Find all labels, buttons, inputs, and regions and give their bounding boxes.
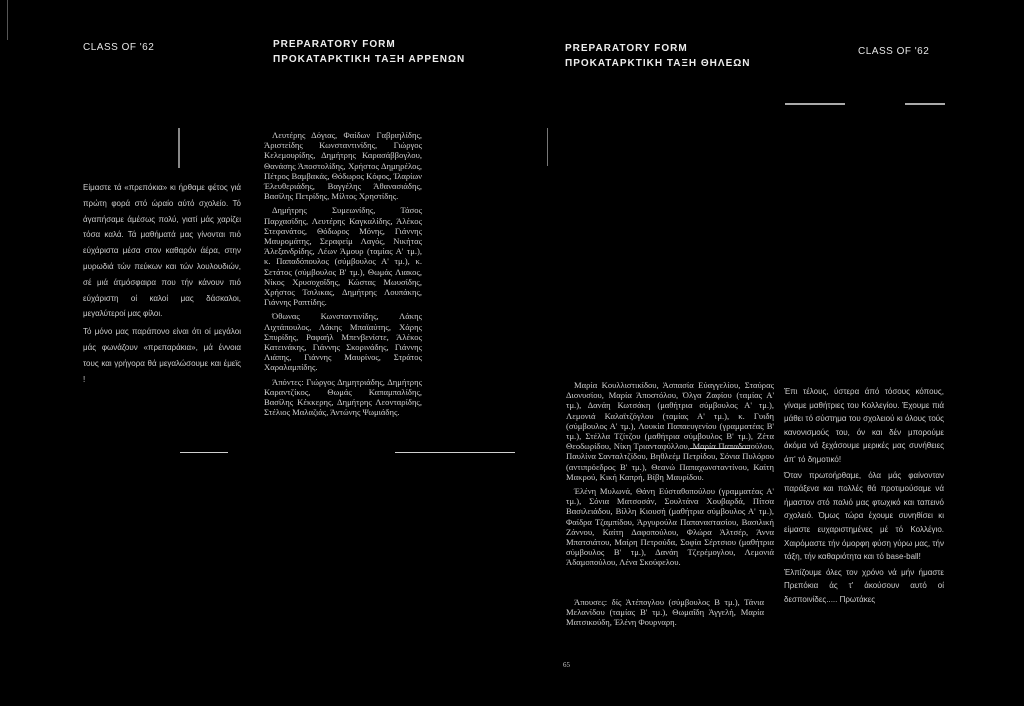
photo-edge-line [905, 103, 945, 105]
photo-edge-line [547, 128, 548, 166]
girls-list-paragraph: Μαρία Κουλλιστικίδου, Άσπασία Εύαγγελίου, Σταύρας Διονυσίου, Μαρία Άποστόλου, Όλγα Ζαφίου (ταμίας Α' τμ.), Δανάη Κωτσάκη (μαθήτρια σύμβουλος Α' τμ.), Λεμονιά Καλαϊτζόγλου (ταμίας Α' τμ.), κ. Γυιδη (σύμβουλος Α' τμ.), Λουκία Παπαευγενίου (γραμματέας Β' τμ.), Στέλλα Τζίτζου (μαθήτρια σύμβουλος Β' τμ.), Ζέτα Θεοδωρίδου, Νίκη Τριανταφύλλου, Μαρία Παπαδοπούλου, Παυλίνα Σανταλτζίδου, Βηθλεέμ Πετρίδου, Σόνια Πυλόρου (αντιπρόεδρος Β' τμ.), Θεανώ Παπαχωνσταντίνου, Καίτη Μακρού, Κική Καπρή, Βίβη Μαυρίδου. [566, 380, 774, 482]
boys-list-paragraph: Λευτέρης Δόγιας, Φαίδων Γαβριηλίδης, Άριστείδης Κωνσταντινίδης, Γιώργος Κελεμουρίδης, Δημήτρης Καρασάββογλου, Θανάσης Άποστολίδης, Χρήστος Δημηρέλος, Πέτρος Βαμβακάς, Θόδωρος Κόφος, Ίλαρίων Έλευθεριάδης, Βαγγέλης Άθανασιάδης, Βασίλης Πετρίδης, Μίλτος Χρηστίδης. [264, 130, 422, 202]
photo-edge-line [785, 103, 845, 105]
boys-intro-paragraph: Τό μόνο μας παράπονο είναι ότι οί μεγάλοι μάς φωνάζουν «πρεπαράκια», μά έννοια τους και γρήγορα θά μεγαλώσουμε και έμεϊς ! [83, 327, 241, 384]
right-class-label: CLASS OF '62 [858, 46, 930, 57]
right-title-block [565, 41, 750, 71]
girls-intro-paragraph: Έπι τέλους, ύστερα άπό τόσους κόπους, γίναμε μαθήτριες του Κολλεγίου. Έχουμε πιά μάθει τό σύστημα του σχολειού κι όλους τούς κανονισμούς του, όν και δέν μπορούμε άκόμα νά ξεχάσουμε μερικές μας συνήθειες άπ' τό δημοτικό! [784, 387, 944, 464]
page-number: 65 [563, 661, 570, 669]
divider-line [180, 452, 228, 453]
boys-intro-text [83, 180, 241, 387]
photo-edge-line [178, 128, 180, 168]
girls-intro-paragraph: Όταν πρωτοήρθαμε, όλα μάς φαίνονταν παράξενα και πολλές θά προτιμούσαμε νά ήμαστον στό παλιό μας φτωχικό και ταπεινό σχολειό. Όμως τώρα έχουμε συνηθίσει κι είμαστε ευχαριστημένες μέ τό Κολλέγιο. Χαιρόμαστε τήν όμορφη φύση γύρω μας, τήν τάξη, τήν καθαριότητα και τό base-ball! [784, 470, 944, 562]
girls-list-paragraph: Έλένη Μυλωνά, Θάνη Εύσταθοπούλου (γραμματέας Α' τμ.), Σόνια Ματσοσάν, Σουλτάνα Χουβαρδά, Πίτσα Βασιλειάδου, Βίλλη Κιουσή (μαθήτρια σύμβουλος Α' τμ.), Φαίδρα Τζαμπίδου, Άργυρούλα Παπαναστασίου, Βασιλική Ζάννου, Καίτη Δαφοπούλου, Φλώρα Άλτσέρ, Άννα Μπατσιάτου, Μαίρη Πετρούδα, Σοφία Σέρτσιου (μαθήτρια σύμβουλος Β' τμ.), Δανάη Τζερέμογλου, Λεμονιά Άδαμοπούλου, Λένα Σκούφελου. [566, 486, 774, 568]
girls-name-list [566, 380, 774, 572]
photo-edge-line [7, 0, 8, 40]
boys-absent-paragraph: Άπόντες: Γιώργος Δημητριάδης, Δημήτρης Καραντζίκος, Θωμάς Καπαμπαλίδης, Βασίλης Κέκκερης, Δημήτρης Λεονταρίδης, Στέλιος Μαλαζιάς, Άντώνης Ψωμιάδης. [264, 376, 422, 418]
girls-intro-paragraph: Έλπίζουμε όλες τον χρόνο νά μήν ήμαστε Πρεπόκια άς τ' άκούσουν αυτό οί δεσποινίδες..... Πρωτάκες [784, 567, 944, 604]
divider-line [395, 452, 515, 453]
left-title-en: PREPARATORY FORM [273, 39, 396, 50]
left-title-block [273, 37, 465, 67]
girls-absent-paragraph: Άπουσες: δίς Άτέπογλου (σύμβουλος Β τμ.), Τάνια Μελανίδου (ταμίας Β' τμ.), Θωμαΐδη Άγγελή, Μαρία Ματσικούδη, Έλένη Φουρναρη. [566, 597, 764, 628]
boys-list-paragraph: Όθωνας Κωνσταντινίδης, Λάκης Λιχτάπουλος, Λάκης Μπαϊαύτης, Χάρης Σπυρίδης, Ραφαήλ Μπενβενίστε, Άλέκος Κατεινάκης, Γιάννης Σκορινάδης, Γιάννης Λιάπης, Γιάννης Μαυρίνος, Στράτος Χαραλαμπίδης. [264, 311, 422, 373]
left-title-gr: ΠΡΟΚΑΤΑΡΚΤΙΚΗ ΤΑΞΗ ΑΡΡΕΝΩΝ [273, 54, 466, 65]
boys-intro-paragraph: Είμαστε τά «πρεπόκια» κι ήρθαμε φέτος γιά πρώτη φορά στό ώραίο αύτό σχολείο. Τό άγαπήσαμε άμέσως πολύ, γιατί μάς χαρίζει τόσα καλά. Τά μαθήματά μας γίνονται πιό εύχάριστα μέσα στον καθαρόν άέρα, στην μυρωδιά τών πεύκων και τών λουλουδιών, σέ μιά άτμόσφαιρα που τήν κάνουν πιό εύχάριστη οί καλοί μας δάσκαλοι, μεγαλύτεροί μας φίλοι. [83, 183, 241, 319]
left-class-label: CLASS OF '62 [83, 42, 155, 53]
right-title-gr: ΠΡΟΚΑΤΑΡΚΤΙΚΗ ΤΑΞΗ ΘΗΛΕΩΝ [565, 58, 751, 69]
boys-name-list [264, 130, 422, 421]
girls-absent-text [566, 597, 764, 632]
right-title-en: PREPARATORY FORM [565, 43, 688, 54]
boys-list-paragraph: Δημήτρης Συμεωνίδης, Τάσος Παρχασίδης, Λευτέρης Καγκαλίδης, Άλέκος Στεφανάτος, Θόδωρος Μόνης, Γιάννης Μαυρομάτης, Σεραφείμ Λαγός, Νικήτας Άλεξανδρίδης, Λέων Άμουρ (ταμίας Α' τμ.), κ. Παπαδόπουλος (σύμβουλος Α' τμ.), κ. Σετάτος (σύμβουλος Β' τμ.), Θωμάς Λιακος, Νίκος Χρυσοχοΐδης, Κώστας Μωυσίδης, Χρήστος Τσιλικας, Δημήτρης Λουπάκης, Γιάννης Ραπτίδης. [264, 205, 422, 308]
girls-intro-text [784, 385, 944, 607]
